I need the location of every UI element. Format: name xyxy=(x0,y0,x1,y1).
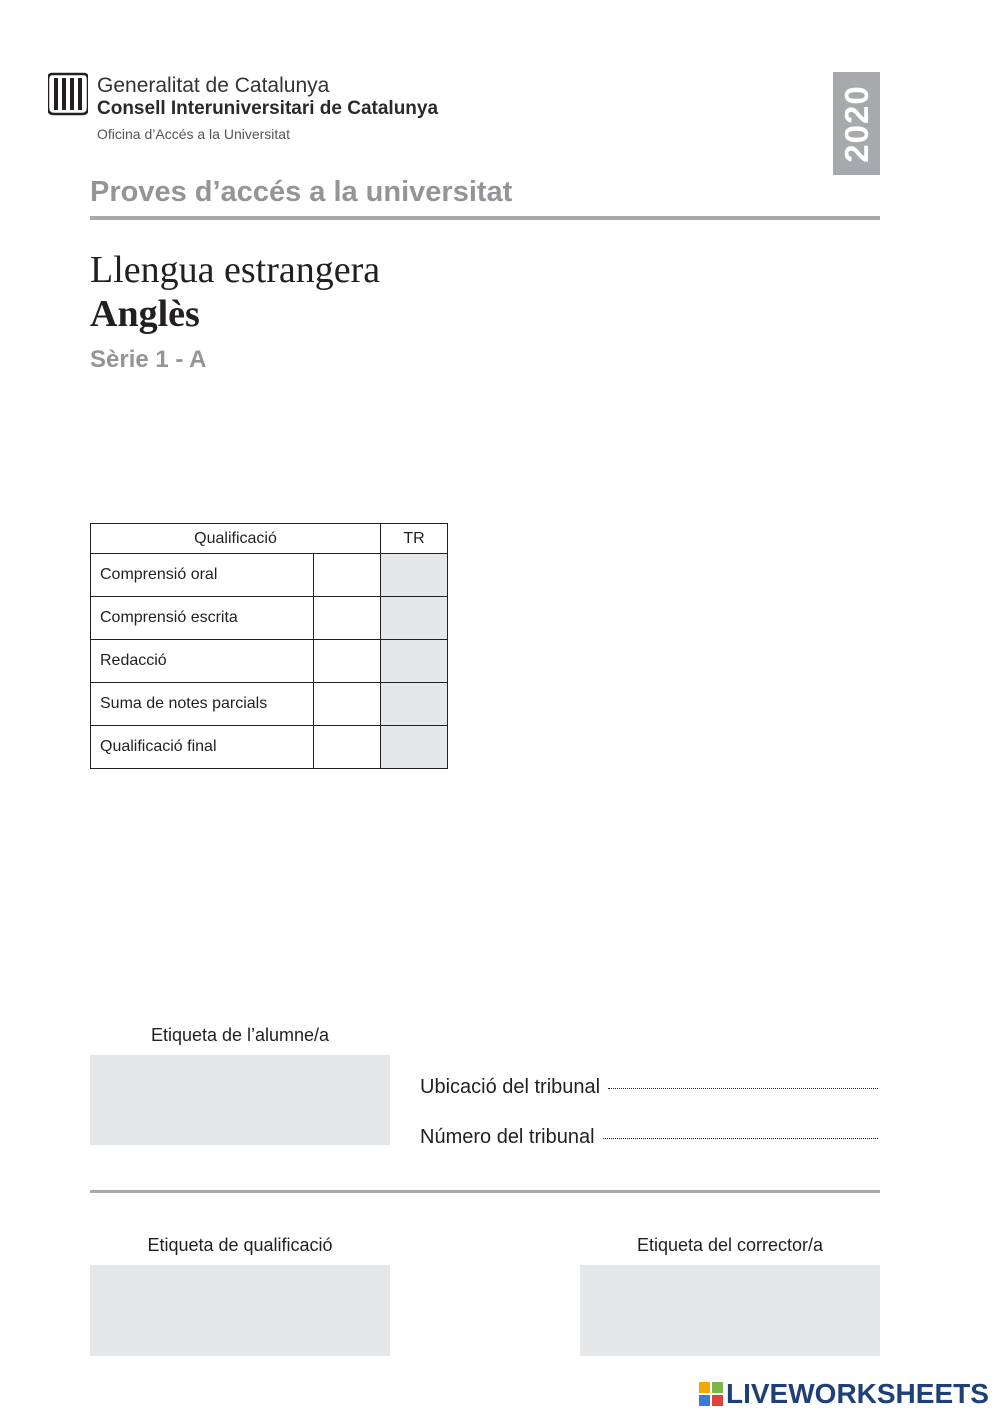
grade-row-label: Qualificació final xyxy=(91,726,314,769)
student-label-caption: Etiqueta de l’alumne/a xyxy=(150,1025,330,1045)
corrector-label-box xyxy=(580,1265,880,1356)
year-badge xyxy=(833,72,880,175)
tribunal-number-field[interactable] xyxy=(420,1126,878,1149)
grade-row-label: Comprensió escrita xyxy=(91,597,314,640)
tribunal-location-label: Ubicació del tribunal xyxy=(420,1076,601,1098)
org-name-generalitat: Generalitat de Catalunya xyxy=(97,74,330,97)
grade-row-label: Comprensió oral xyxy=(91,554,314,597)
grade-tr-cell xyxy=(381,726,448,769)
tribunal-number-dotted-line[interactable] xyxy=(603,1137,878,1139)
generalitat-logo-icon xyxy=(48,72,88,116)
grades-header-label: Qualificació xyxy=(91,524,381,554)
exam-title: Proves d’accés a la universitat xyxy=(90,176,513,208)
watermark-text: LIVEWORKSHEETS xyxy=(726,1378,989,1409)
grade-input-cell[interactable] xyxy=(314,554,381,597)
table-row xyxy=(91,597,448,640)
grade-input-cell[interactable] xyxy=(314,597,381,640)
table-row xyxy=(91,554,448,597)
grade-row-label: Suma de notes parcials xyxy=(91,683,314,726)
corrector-label-caption: Etiqueta del corrector/a xyxy=(636,1235,824,1255)
subject-name: Anglès xyxy=(90,293,200,335)
grades-table-header xyxy=(91,524,448,554)
liveworksheets-watermark xyxy=(698,1378,989,1410)
org-name-oficina: Oficina d’Accés a la Universitat xyxy=(97,126,290,142)
grade-input-cell[interactable] xyxy=(314,726,381,769)
grading-label-box xyxy=(90,1265,390,1356)
section-divider xyxy=(90,1190,880,1193)
year-text: 2020 xyxy=(837,84,875,163)
tribunal-location-field[interactable] xyxy=(420,1076,878,1099)
table-row xyxy=(91,640,448,683)
exam-serie: Sèrie 1 - A xyxy=(90,346,207,373)
grade-input-cell[interactable] xyxy=(314,640,381,683)
tribunal-location-dotted-line[interactable] xyxy=(608,1087,878,1089)
liveworksheets-logo-icon xyxy=(698,1381,724,1407)
grade-tr-cell xyxy=(381,554,448,597)
table-row xyxy=(91,726,448,769)
org-name-consell: Consell Interuniversitari de Catalunya xyxy=(97,98,439,119)
grades-header-tr: TR xyxy=(381,524,448,554)
grade-input-cell[interactable] xyxy=(314,683,381,726)
grading-label-caption: Etiqueta de qualificació xyxy=(147,1235,333,1255)
grade-row-label: Redacció xyxy=(91,640,314,683)
tribunal-number-label: Número del tribunal xyxy=(420,1126,595,1148)
grade-tr-cell xyxy=(381,640,448,683)
grade-tr-cell xyxy=(381,683,448,726)
table-row xyxy=(91,683,448,726)
header-divider xyxy=(90,216,880,220)
grades-table xyxy=(90,523,448,769)
grade-tr-cell xyxy=(381,597,448,640)
student-label-box xyxy=(90,1055,390,1145)
subject-category: Llengua estrangera xyxy=(90,249,381,291)
